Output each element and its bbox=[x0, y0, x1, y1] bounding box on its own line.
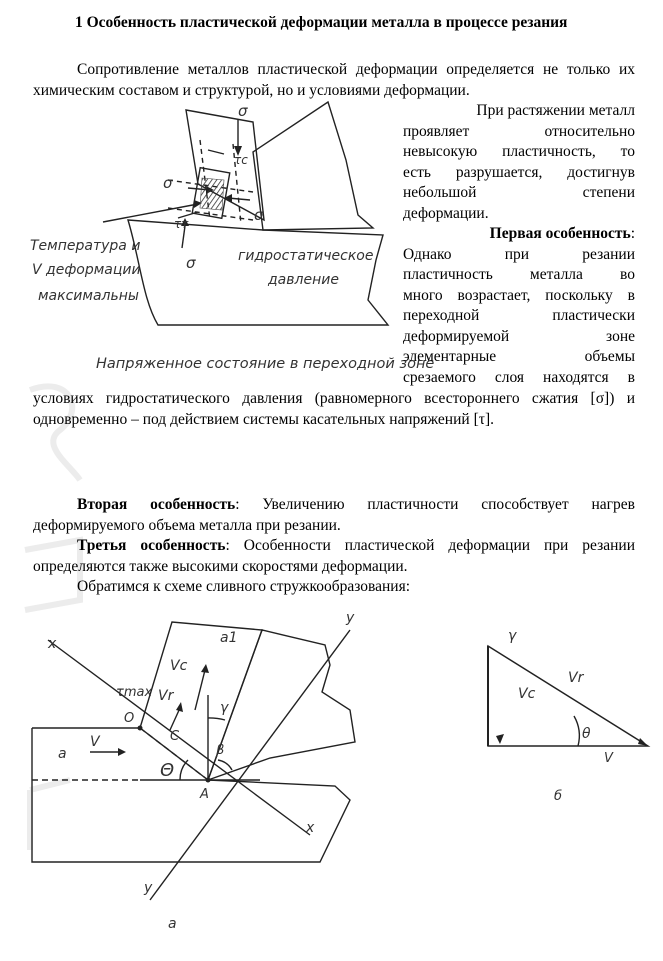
second-feature-paragraph: Вторая особенность: Увеличению пластичности способствует нагрев деформируемого объема металла при резании. bbox=[33, 496, 635, 534]
first-line-1: Однако при резании bbox=[403, 245, 635, 263]
point-c-label: C bbox=[170, 729, 180, 744]
tau-c-label: τc bbox=[234, 153, 248, 167]
side-line-5: небольшой степени bbox=[403, 184, 635, 201]
theta-label: Θ bbox=[160, 760, 175, 781]
point-a-label: A bbox=[200, 787, 209, 802]
first-line-4: переходной пластически bbox=[403, 307, 635, 324]
side-line-3: невысокую пластичность, то bbox=[403, 143, 635, 160]
beta-label: β bbox=[216, 743, 225, 758]
tau-t-label: τт bbox=[174, 217, 189, 231]
gamma-triangle-label: γ bbox=[508, 628, 517, 644]
sigma-bottom-label: σ bbox=[186, 254, 196, 272]
chip-formation-scheme bbox=[20, 600, 440, 940]
first-line-7: срезаемого слоя находятся в bbox=[403, 368, 635, 386]
y-axis-bottom-label: y bbox=[144, 880, 153, 896]
tau-max-label: τmax bbox=[116, 685, 153, 700]
vr-label: Vr bbox=[158, 688, 174, 704]
theta-triangle-label: θ bbox=[582, 726, 591, 742]
side-line-4: есть разрушается, достигнув bbox=[403, 163, 635, 181]
thickness-a-label: a bbox=[58, 746, 67, 762]
v-triangle-label: V bbox=[604, 751, 613, 766]
figure1-caption: Напряженное состояние в переходной зоне bbox=[96, 356, 435, 372]
continuation-paragraph: условиях гидростатического давления (равномерного всестороннего сжатия [σ]) и одновременно – под действием системы касательных напряжений [τ]. bbox=[33, 390, 635, 428]
side-line-1: При растяжении металл bbox=[476, 102, 635, 119]
x-axis-bottom-label: x bbox=[306, 820, 315, 836]
figure-b-caption: б bbox=[554, 789, 563, 804]
vc-label: Vc bbox=[170, 658, 188, 674]
v-label: V bbox=[90, 734, 100, 750]
gamma-label: γ bbox=[220, 700, 229, 716]
first-line-2: пластичность металла во bbox=[403, 266, 635, 283]
workpiece-shape bbox=[128, 220, 388, 325]
first-line-6: элементарные объемы bbox=[403, 348, 635, 365]
figure-a-caption: а bbox=[168, 916, 177, 932]
first-feature-label: Первая особенность bbox=[489, 225, 631, 242]
x-axis-top-label: x bbox=[48, 636, 57, 652]
intro-paragraph: Сопротивление металлов пластической деформации определяется не только их химическим составом и структурой, но и условиями деформации. bbox=[33, 61, 635, 99]
velocity-triangle bbox=[470, 620, 660, 810]
temperature-label-line1: Температура и bbox=[30, 238, 141, 254]
sigma-left-label: σ bbox=[163, 174, 173, 192]
a1-label: a1 bbox=[220, 630, 238, 646]
section-heading: 1 Особенность пластической деформации металла в процессе резания bbox=[75, 14, 568, 31]
first-feature-heading: Первая особенность: bbox=[489, 225, 635, 242]
third-feature-label: Третья особенность bbox=[77, 537, 226, 554]
second-feature-label: Вторая особенность bbox=[77, 496, 236, 513]
vc-triangle-label: Vc bbox=[518, 686, 536, 702]
sigma-right-label: σ bbox=[254, 206, 264, 224]
first-line-3: много возрастает, поскольку в bbox=[403, 286, 635, 304]
first-line-5: деформируемой зоне bbox=[403, 327, 635, 345]
side-line-6: деформации. bbox=[403, 204, 489, 222]
triangle-outline bbox=[488, 646, 648, 746]
vr-triangle-label: Vr bbox=[568, 670, 584, 686]
temperature-label-line2: V деформации bbox=[32, 262, 141, 278]
y-axis-top-label: y bbox=[346, 610, 355, 626]
sigma-top-label: σ bbox=[238, 102, 248, 120]
stress-state-figure bbox=[28, 100, 435, 390]
pressure-label-line2: давление bbox=[268, 272, 339, 288]
third-feature-paragraph: Третья особенность: Особенности пластической деформации при резании определяются также высокими скоростями деформации. bbox=[33, 537, 635, 575]
scheme-intro: Обратимся к схеме сливного стружкообразования: bbox=[77, 578, 411, 595]
pressure-label-line1: гидростатическое bbox=[238, 248, 374, 264]
tool-shape bbox=[253, 102, 373, 230]
temperature-label-line3: максимальны bbox=[38, 288, 139, 304]
side-line-2: проявляет относительно bbox=[403, 122, 635, 140]
side-column bbox=[403, 101, 635, 388]
point-o-label: O bbox=[124, 711, 135, 726]
